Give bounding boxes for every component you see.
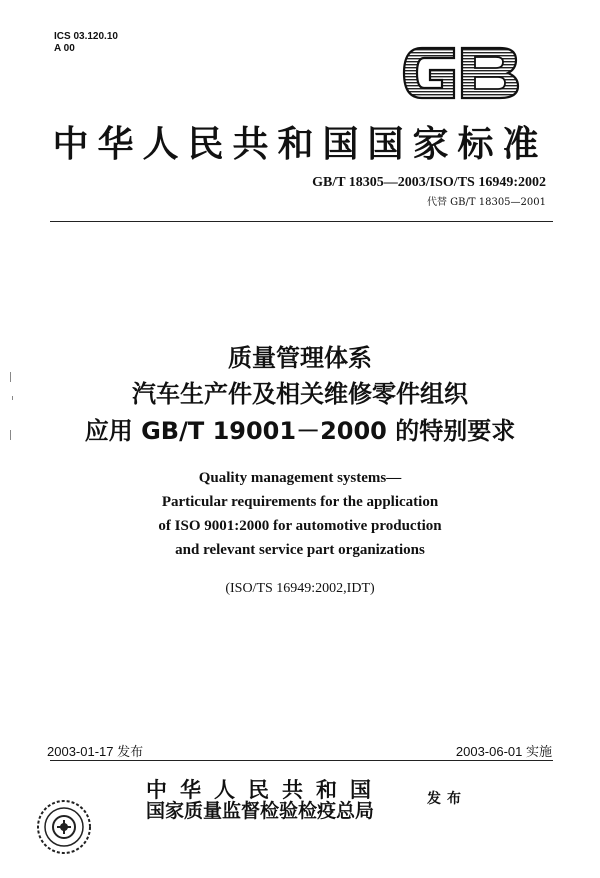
equivalence-note: (ISO/TS 16949:2002,IDT) bbox=[225, 581, 375, 596]
english-title-line-4: and relevant service part organizations bbox=[175, 542, 425, 558]
implementation-date: 2003-06-01 实施 bbox=[455, 744, 552, 759]
scan-mark bbox=[10, 372, 11, 382]
standard-category-title: 中华人民共和国国家标准 bbox=[52, 123, 548, 165]
chinese-title-line-3: 应用 GB/T 19001－2000 的特别要求 bbox=[84, 417, 516, 445]
publish-label: 发布 bbox=[427, 791, 467, 807]
scan-mark bbox=[12, 396, 13, 400]
english-title-line-3: of ISO 9001:2000 for automotive production bbox=[158, 518, 442, 534]
standard-number: GB/T 18305—2003/ISO/TS 16949:2002 bbox=[312, 175, 546, 190]
ics-code: ICS 03.120.10 bbox=[54, 31, 118, 42]
footer-divider bbox=[50, 760, 553, 761]
scan-mark bbox=[10, 430, 11, 440]
publisher-name-line-1: 中华人民共和国 bbox=[146, 777, 384, 802]
english-title-line-2: Particular requirements for the application bbox=[161, 494, 439, 510]
official-seal-icon bbox=[35, 798, 93, 856]
chinese-title-line-2: 汽车生产件及相关维修零件组织 bbox=[132, 380, 468, 408]
ccs-code: A 00 bbox=[54, 43, 75, 54]
header-divider bbox=[50, 221, 553, 222]
english-title-line-1: Quality management systems— bbox=[198, 470, 402, 486]
issue-date: 2003-01-17 发布 bbox=[47, 744, 144, 759]
chinese-title-line-1: 质量管理体系 bbox=[228, 344, 372, 372]
gb-logo-icon bbox=[398, 40, 522, 106]
replaces-standard: 代替 GB/T 18305—2001 bbox=[427, 197, 546, 208]
publisher-name-line-2: 国家质量监督检验检疫总局 bbox=[146, 800, 375, 822]
classification-codes bbox=[54, 31, 118, 55]
